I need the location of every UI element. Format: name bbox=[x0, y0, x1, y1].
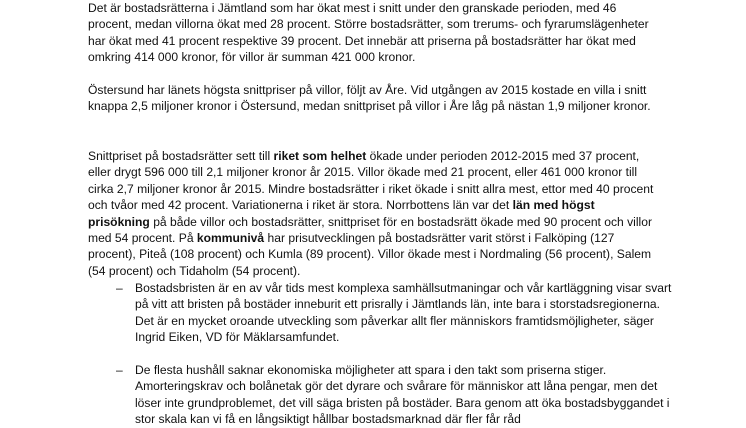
paragraph-ostersund-prices: Östersund har länets högsta snittpriser på villor, följt av Åre. Vid utgången av 2015 kostade en villa i snitt knappa 2,5 miljoner kronor i Östersund, medan snittpriset på villor i Åre låg på nästan 1,9 miljoner kronor. bbox=[88, 83, 651, 114]
paragraph-jamtland-prices: Det är bostadsrätterna i Jämtland som har ökat mest i snitt under den granskade perioden, med 46 procent, medan villorna ökat med 28 procent. Större bostadsrätter, som trerums- och fyrarumslägenheter har ökat med 41 procent respektive 39 procent. Det innebär att priserna på bostadsrätter har ökat med omkring 414 000 kronor, för villor är summan 421 000 kronor. bbox=[88, 1, 649, 65]
bold-phrase-kommun: kommunivå bbox=[196, 231, 265, 246]
text-segment: har prisutvecklingen på bostadsrätter varit störst i Falköping (127 procent), Piteå (108 procent) och Kumla (89 procent). Villor ökade mest i Nordmaling (56 procent), Salem (54 procent) och Tidaholm (54 procent). bbox=[88, 231, 652, 278]
text-segment: ökade under perioden 2012-2015 med 37 procent, eller drygt 596 000 till 2,1 miljoner kronor år 2015. Villor ökade med 21 procent, eller 461 000 kronor till cirka 2,7 miljoner kronor år 2015. Mindre bostadsrätter i riket ökade i snitt allra mest, ettor med 40 procent och tvåor med 42 procent. Variationerna i riket är stora. Norrbottens län var det bbox=[88, 149, 654, 213]
text-segment: Snittpriset på bostadsrätter sett till bbox=[88, 149, 274, 163]
dash-marker: – bbox=[116, 363, 123, 377]
paragraph-national-prices bbox=[88, 148, 658, 279]
dash-marker: – bbox=[116, 281, 123, 295]
bold-phrase-lan: län med högst prisökning bbox=[88, 198, 595, 229]
quote-text: Bostadsbristen är en av vår tids mest komplexa samhällsutmaningar och vår kartläggning visar svart på vitt att bristen på bostäder inneburit ett prisrally i Jämtlands län, inte bara i storstadsregionerna. Det är en mycket oroande utveckling som påverkar allt fler människors framtidsmöjligheter, säger Ingrid Eiken, VD för Mäklarsamfundet. bbox=[135, 281, 672, 345]
bold-phrase-riket: riket som helhet bbox=[273, 149, 367, 163]
text-segment: på både villor och bostadsrätter, snittpriset för en bostadsrätt ökade med 90 procent och villor med 54 procent. På bbox=[88, 214, 652, 246]
quote-text: De flesta hushåll saknar ekonomiska möjligheter att spara i den takt som priserna stiger. Amorteringskrav och bolånetak gör det dyrare och svårare för människor att låna pengar, men det löser inte grundproblemet, det vill säga bristen på bostäder. Bara genom att öka bostadsbyggandet i stor skala kan vi få en långsiktigt hållbar bostadsmarknad där fler får råd bbox=[135, 363, 670, 427]
